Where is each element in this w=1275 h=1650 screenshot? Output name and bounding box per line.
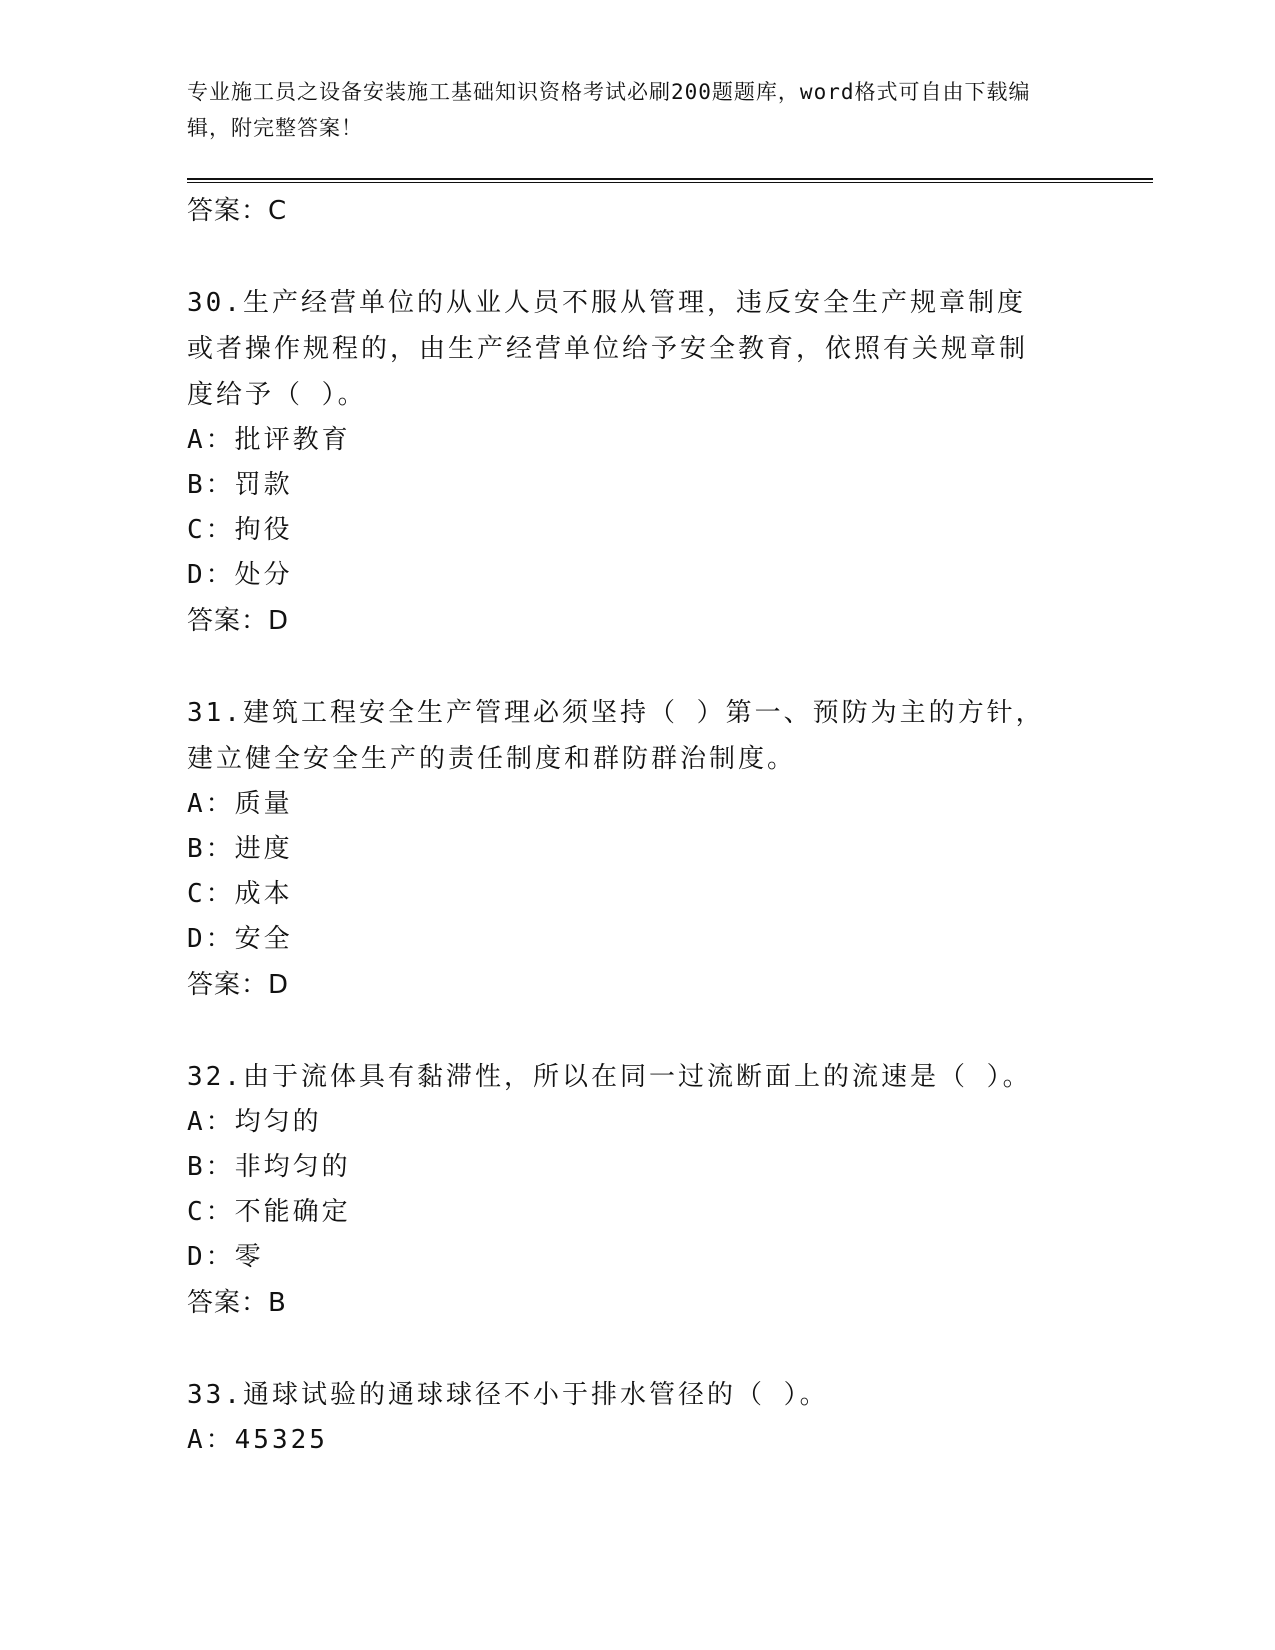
option-a: A：均匀的 bbox=[187, 1107, 322, 1137]
answer-line: 答案：D bbox=[187, 606, 290, 636]
question-stem: 31.建筑工程安全生产管理必须坚持（ ）第一、预防为主的方针，建立健全安全生产的责任制度和群防群治制度。 bbox=[187, 698, 1045, 774]
option-d: D：安全 bbox=[187, 924, 293, 954]
option-b: B：罚款 bbox=[187, 470, 293, 500]
header-divider bbox=[187, 178, 1153, 183]
answer-line: 答案：D bbox=[187, 970, 290, 1000]
option-a: A：批评教育 bbox=[187, 425, 351, 455]
question-stem: 32.由于流体具有黏滞性，所以在同一过流断面上的流速是（ ）。 bbox=[187, 1062, 1032, 1092]
answer-line: 答案：C bbox=[187, 196, 288, 226]
option-c: C：拘役 bbox=[187, 515, 293, 545]
page-header: 专业施工员之设备安装施工基础知识资格考试必刷200题题库，word格式可自由下载编辑，附完整答案！ bbox=[187, 80, 1031, 140]
option-c: C：成本 bbox=[187, 879, 293, 909]
answer-line: 答案：B bbox=[187, 1288, 287, 1318]
option-b: B：非均匀的 bbox=[187, 1152, 351, 1182]
option-a: A：质量 bbox=[187, 789, 293, 819]
option-d: D：处分 bbox=[187, 560, 293, 590]
spacer bbox=[187, 1008, 1087, 1054]
question-stem: 33.通球试验的通球球径不小于排水管径的（ ）。 bbox=[187, 1380, 829, 1410]
spacer bbox=[187, 644, 1087, 690]
spacer bbox=[187, 234, 1087, 280]
option-c: C：不能确定 bbox=[187, 1197, 351, 1227]
question-list bbox=[187, 188, 1087, 1463]
option-a: A：45325 bbox=[187, 1425, 328, 1455]
option-b: B：进度 bbox=[187, 834, 293, 864]
option-d: D：零 bbox=[187, 1242, 264, 1272]
question-stem: 30.生产经营单位的从业人员不服从管理，违反安全生产规章制度或者操作规程的，由生产经营单位给予安全教育，依照有关规章制度给予（ ）。 bbox=[187, 288, 1029, 410]
spacer bbox=[187, 1326, 1087, 1372]
